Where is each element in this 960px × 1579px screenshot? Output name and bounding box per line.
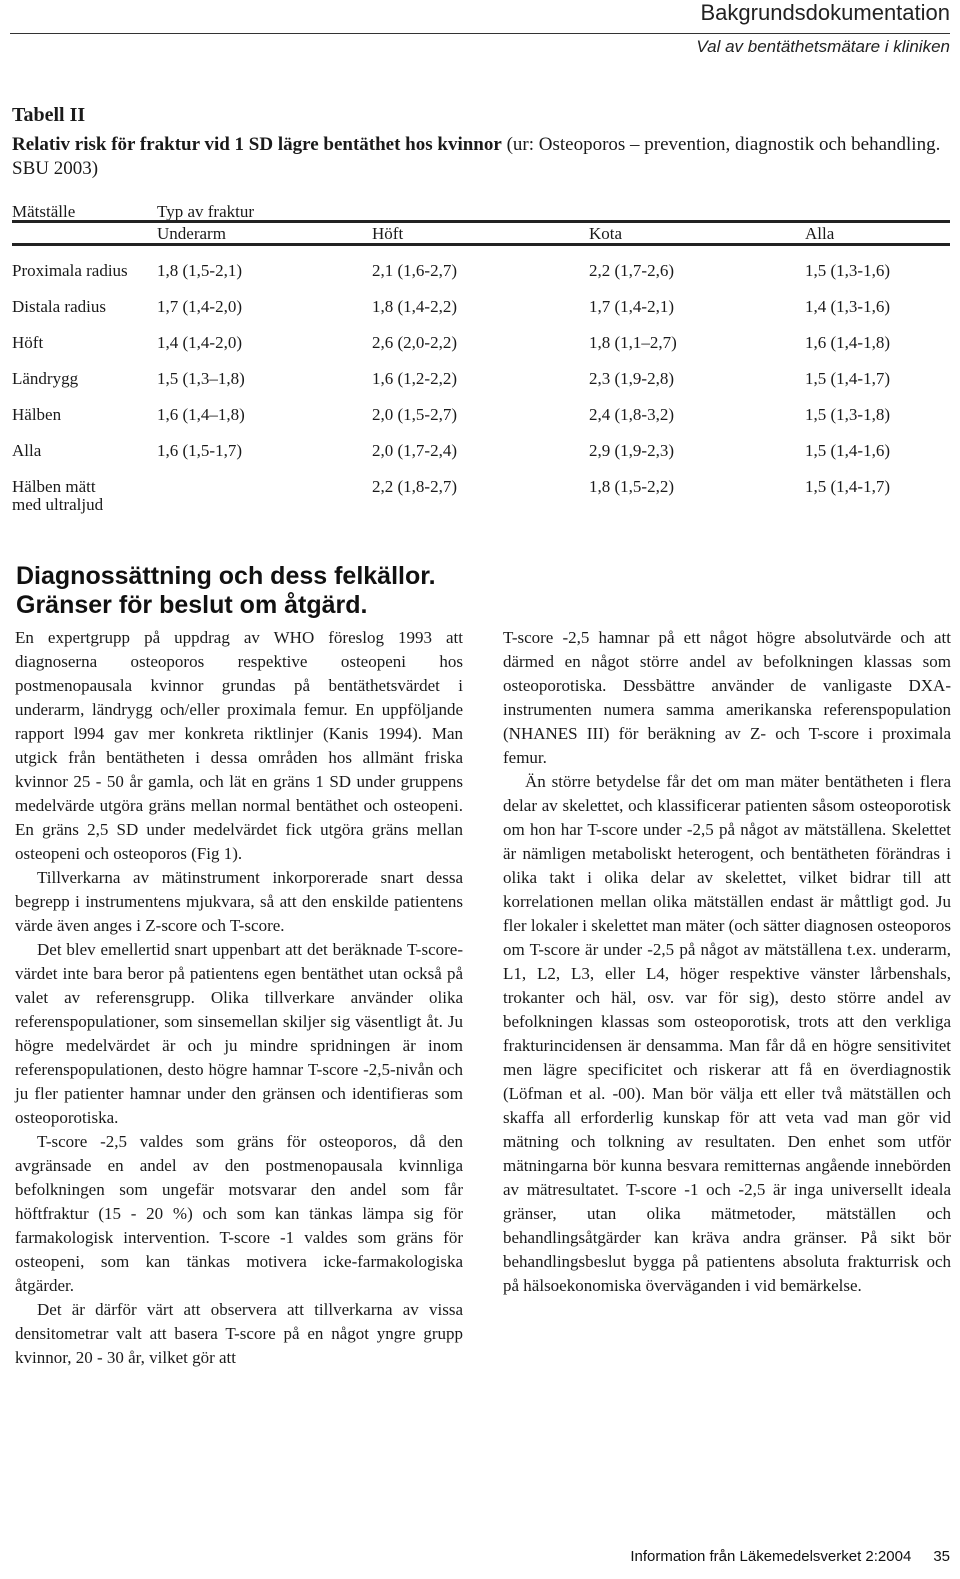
paragraph: En expertgrupp på uppdrag av WHO föreslog 1993 att diagnoserna osteoporos respektive osteopeni hos postmenopausala kvinnor grundas på bentäthetsvärdet i underarm, ländrygg och/eller proximala femur. En uppföljande rapport l994 gav mer konkreta riktlinjer (Kanis 1994). Man utgick från bentätheten i dessa områden hos allmänt friska kvinnor 25 - 50 år gamla, och lät en gräns 1 SD under gruppens medelvärde utgöra gräns mellan normal bentäthet och osteopeni. En gräns 2,5 SD under medelvärdet fick utgöra gräns mellan osteopeni och osteoporos (Fig 1). <box>15 628 463 863</box>
table-cell: 1,8 (1,5-2,2) <box>589 477 674 496</box>
table-cell: 1,6 (1,2-2,2) <box>372 369 457 388</box>
footer-publication: Information från Läkemedelsverket 2:2004 <box>630 1548 912 1565</box>
table-caption-bold: Relativ risk för fraktur vid 1 SD lägre bentäthet hos kvinnor <box>12 134 502 155</box>
table-cell-site: Alla <box>12 441 42 460</box>
table-cell: 2,2 (1,7-2,6) <box>589 261 674 280</box>
table-cell: 2,6 (2,0-2,2) <box>372 333 457 352</box>
table-cell: 1,8 (1,4-2,2) <box>372 297 457 316</box>
table-cell: 1,7 (1,4-2,0) <box>157 297 242 316</box>
section-heading <box>16 562 436 620</box>
table-cell: 2,4 (1,8-3,2) <box>589 405 674 424</box>
table-cell: 1,5 (1,4-1,7) <box>805 477 890 496</box>
paragraph: Det är därför värt att observera att tillverkarna av vissa densitometrar valt att basera T-score på en något yngre grupp kvinnor, 20 - 30 år, vilket gör att <box>15 1300 463 1367</box>
paragraph: T-score -2,5 hamnar på ett något högre absolutvärde och att därmed en något större andel av befolkningen klassas som osteoporotiska. Dessbättre använder de vanligaste DXA-instrumenten numera samma amerikanska referenspopulation (NHANES III) för beräkning av Z- och T-score i proximala femur. <box>503 628 951 767</box>
table-cell: 1,8 (1,1–2,7) <box>589 333 677 352</box>
table-cell: 1,7 (1,4-2,1) <box>589 297 674 316</box>
table-cell: 2,2 (1,8-2,7) <box>372 477 457 496</box>
table-cell: 1,5 (1,4-1,6) <box>805 441 890 460</box>
table-cell-site: Proximala radius <box>12 261 128 280</box>
table-header-group: Typ av fraktur <box>157 202 254 221</box>
table-cell: 1,5 (1,3-1,6) <box>805 261 890 280</box>
paragraph: Än större betydelse får det om man mäter bentätheten i flera delar av skelettet, och klassificerar patienten såsom osteoporotisk om hon har T-score under -2,5 på något av mätställena. Skelettet är nämligen metaboliskt heterogent, och bentätheten förändras i olika takt i olika delar av skelettet, vilket bidrar till att korrelationen mellan olika mätställen endast är måttligt god. Ju fler lokaler i skelettet man mäter (och sätter diagnosen osteoporos om T-score är under -2,5 på något av mätställena t.ex. underarm, L1, L2, L3, eller L4, höger respektive vänster lårbenshals, trokanter och häl, osv. var för sig), desto större andel av befolkningen klassas som osteoporotisk, trots att den verkliga frakturincidensen är densamma. Man får då en högre sensitivitet men lägre specificitet och riskerar att få en överdiagnostik (Löfman et al. -00). Man bör välja ett eller två mätställen och skaffa all erforderlig kunskap för att veta vad man gör vid mätning och tolkning av resultaten. Den enhet som utför mätningarna bör kunna besvara remitternas angående innebörden av mätresultatet. T-score -1 och -2,5 är inga universellt ideala gränser, utan olika mätmetoder, mätställen och behandlingsåtgärder kan kräva andra gränser. På sikt bör behandlingsbeslut bygga på patientens absoluta frakturrisk och på hälsoekonomiska överväganden i vid bemärkelse. <box>503 772 951 1295</box>
table-caption-source: (ur: Osteoporos – prevention, diagnostik och behandling. SBU 2003) <box>12 134 941 179</box>
table-cell: 1,6 (1,5-1,7) <box>157 441 242 460</box>
paragraph: T-score -2,5 valdes som gräns för osteoporos, då den avgränsade en andel av den postmenopausala kvinnliga befolkningen som ungefär motsvarar den andel som får höftfraktur (15 - 20 %) och som kan tänkas lämpa sig för farmakologisk intervention. T-score -1 valdes som gräns för osteopeni, som kan tänkas motivera icke-farmakologiska åtgärder. <box>15 1132 463 1295</box>
table-header-col: Alla <box>805 224 835 243</box>
paragraph: Det blev emellertid snart uppenbart att det beräknade T-score-värdet inte bara beror på patientens egen bentäthet utan också på valet av referensgrupp. Olika tillverkare använder olika referenspopulationer, som sinsemellan skiljer sig väsentligt åt. Ju högre medelvärdet är och ju mindre spridningen är inom referenspopulationen, desto högre hamnar T-score -2,5-nivån och ju fler patienter hamnar under den gränsen och identifieras som osteoporotiska. <box>15 940 463 1127</box>
table-rule-top <box>12 220 950 223</box>
table-cell-site: Höft <box>12 333 44 352</box>
running-header-title: Bakgrundsdokumentation <box>700 0 950 25</box>
table-cell: 1,8 (1,5-2,1) <box>157 261 242 280</box>
table-cell-site-line2: med ultraljud <box>12 495 104 514</box>
table-cell: 1,4 (1,4-2,0) <box>157 333 242 352</box>
section-heading-line: Gränser för beslut om åtgärd. <box>16 591 368 619</box>
header-divider <box>10 33 950 34</box>
running-header-subtitle: Val av bentäthetsmätare i kliniken <box>696 37 950 56</box>
table-cell: 1,5 (1,4-1,7) <box>805 369 890 388</box>
table-cell: 2,9 (1,9-2,3) <box>589 441 674 460</box>
table-cell: 1,5 (1,3–1,8) <box>157 369 245 388</box>
table-cell-site: Hälben <box>12 405 62 424</box>
body-column-right <box>503 626 951 1298</box>
body-column-left <box>15 626 463 1370</box>
table-cell: 2,1 (1,6-2,7) <box>372 261 457 280</box>
table-cell: 1,5 (1,3-1,8) <box>805 405 890 424</box>
table-label: Tabell II <box>12 104 86 126</box>
section-heading-line: Diagnossättning och dess felkällor. <box>16 562 436 590</box>
table-cell-site: Distala radius <box>12 297 106 316</box>
table-cell-site: Ländrygg <box>12 369 79 388</box>
table-cell: 1,6 (1,4-1,8) <box>805 333 890 352</box>
page-footer <box>630 1548 950 1565</box>
table-cell: 1,6 (1,4–1,8) <box>157 405 245 424</box>
table-cell: 2,0 (1,5-2,7) <box>372 405 457 424</box>
paragraph: Tillverkarna av mätinstrument inkorporerade snart dessa begrepp i instrumentens mjukvara, så att den enskilde patientens värde även anges i Z-score och T-score. <box>15 868 463 935</box>
table-cell: 2,0 (1,7-2,4) <box>372 441 457 460</box>
table-header-col: Underarm <box>157 224 226 243</box>
page-number: 35 <box>933 1548 950 1565</box>
table-rule-header <box>12 243 950 246</box>
table-cell-site: Hälben mätt <box>12 477 96 496</box>
table-caption <box>12 133 952 181</box>
table-header-col: Kota <box>589 224 623 243</box>
table-cell: 1,4 (1,3-1,6) <box>805 297 890 316</box>
table-header-col: Höft <box>372 224 404 243</box>
table-cell: 2,3 (1,9-2,8) <box>589 369 674 388</box>
table-header-site: Mätställe <box>12 202 76 221</box>
